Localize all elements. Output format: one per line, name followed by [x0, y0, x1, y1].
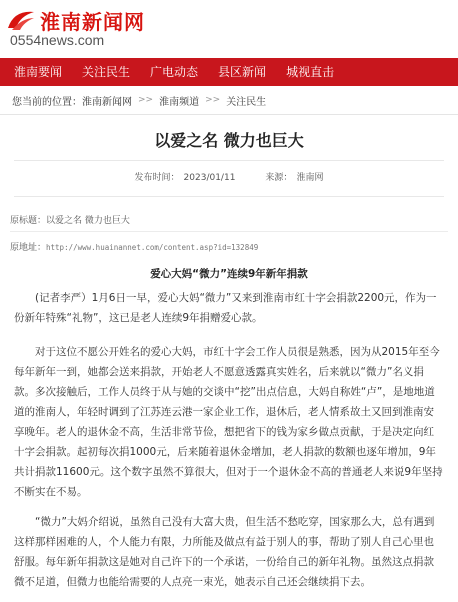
breadcrumb-separator-icon: >> — [138, 95, 154, 105]
article-paragraph: 对于这位不愿公开姓名的爱心大妈，市红十字会工作人员很是熟悉，因为从2015年至今每年新年一到，她都会送来捐款，开始老人不愿意透露真实姓名，后来就以“微力”名义捐款。多次接触后，工作人员终于从与她的交谈中“挖”出点信息，大妈自称姓“卢”，是地地道道的淮南人，年轻时调到了江苏连云港一家企业工作，退休后，老人情系故土又回到淮南安享晚年。老人的退休金不高，生活非常节俭，想把省下的钱为家乡做点贡献，于是决定向红十字会捐款。起初每次捐1000元，后来随着退休金增加，老人捐款的数额也逐年增加，9年共计捐款11600元。这个数字虽然不算很大，但对于一个退休金不高的普通老人来说9年坚持不断实在不易。 — [14, 346, 443, 498]
original-title: 以爱之名 微力也巨大 — [46, 216, 130, 226]
nav-item-city-live[interactable]: 城视直击 — [286, 65, 335, 79]
nav-item-huainan-news[interactable]: 淮南要闻 — [14, 65, 63, 79]
article-subtitle: 爱心大妈“微力”连续9年新年捐款 — [150, 268, 308, 280]
breadcrumb-item-site[interactable]: 淮南新闻网 — [82, 96, 132, 108]
original-title-label: 原标题： — [10, 216, 47, 226]
breadcrumb-separator-icon: >> — [205, 95, 221, 105]
publish-date: 2023/01/11 — [183, 173, 236, 183]
publish-label: 发布时间： — [134, 173, 180, 183]
nav-item-livelihood[interactable]: 关注民生 — [82, 65, 131, 79]
site-domain: 0554news.com — [10, 32, 105, 48]
article-title: 以爱之名 微力也巨大 — [154, 131, 304, 150]
breadcrumb-prefix: 您当前的位置： — [12, 96, 82, 108]
main-nav — [0, 58, 458, 86]
original-url-link[interactable]: http://www.huainannet.com/content.asp?id=132849 — [46, 243, 259, 252]
article-meta — [0, 170, 458, 183]
source-value: 淮南网 — [296, 173, 324, 183]
logo-mark-icon — [6, 8, 36, 32]
divider — [14, 196, 444, 197]
original-url-label: 原地址： — [10, 243, 47, 253]
site-logo[interactable] — [6, 6, 156, 52]
breadcrumb-item-channel[interactable]: 淮南频道 — [159, 96, 200, 108]
divider — [10, 231, 448, 232]
original-url-line — [10, 240, 258, 253]
site-name: 淮南新闻网 — [40, 10, 145, 34]
divider — [14, 160, 444, 161]
site-header — [0, 0, 458, 58]
breadcrumb-item-section[interactable]: 关注民生 — [226, 96, 267, 108]
breadcrumb — [0, 86, 458, 115]
nav-item-county-news[interactable]: 县区新闻 — [218, 65, 267, 79]
source-label: 来源： — [265, 173, 293, 183]
article-paragraph: (记者李严）1月6日一早，爱心大妈“微力”又来到淮南市红十字会捐款2200元，作为一份新年特殊“礼物”，这已是老人连续9年捐赠爱心款。 — [14, 292, 437, 324]
article-body — [14, 288, 444, 602]
article-paragraph: “微力”大妈介绍说，虽然自己没有大富大贵，但生活不愁吃穿，国家那么大，总有遇到这样那样困难的人，个人能力有限，力所能及做点有益于别人的事，帮助了别人自己心里也舒服。每年新年捐款这是她对自己许下的一个承诺，一份给自己的新年礼物。虽然这点捐款微不足道，但微力也能给需要的人点亮一束光，她表示自己还会继续捐下去。 — [14, 516, 435, 588]
nav-item-broadcast[interactable]: 广电动态 — [150, 65, 199, 79]
original-title-line — [10, 213, 130, 226]
